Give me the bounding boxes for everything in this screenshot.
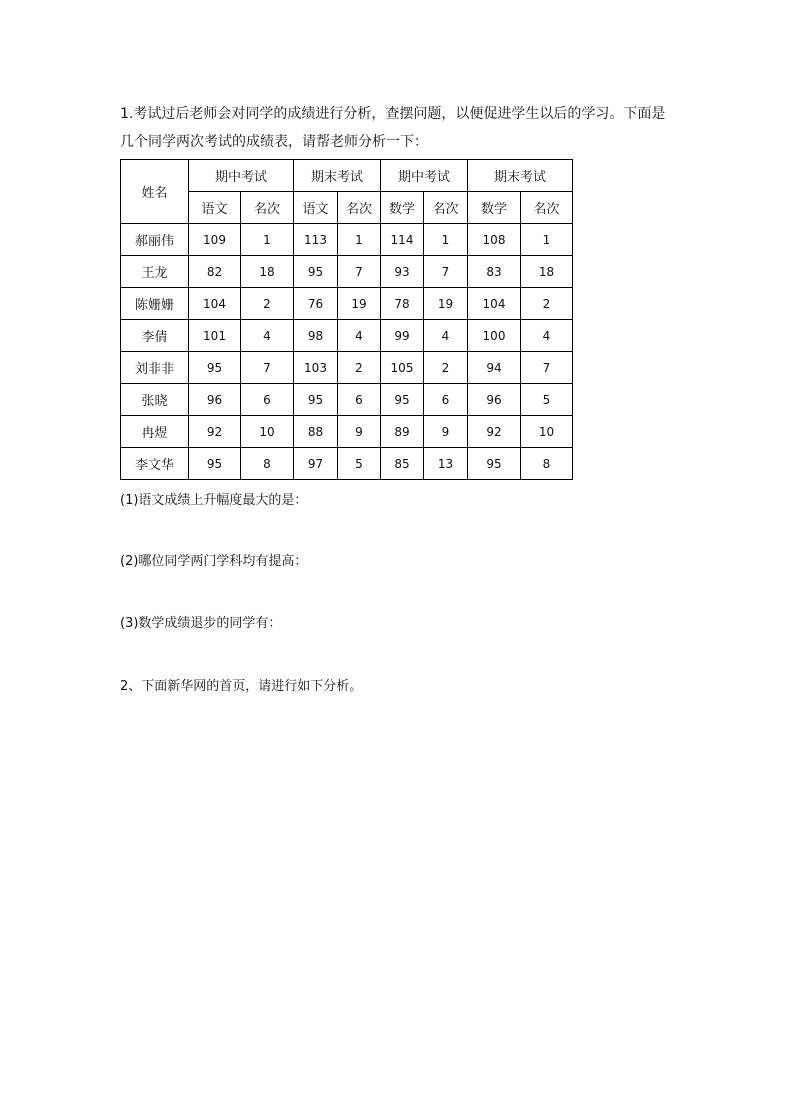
rank-header: 名次	[424, 192, 468, 224]
score-cell: 105	[381, 352, 424, 384]
table-row	[121, 288, 573, 320]
score-cell: 82	[189, 256, 241, 288]
score-cell: 99	[381, 320, 424, 352]
question-2: (2)哪位同学两门学科均有提高：	[120, 554, 308, 569]
score-cell: 76	[294, 288, 338, 320]
score-cell: 96	[468, 384, 521, 416]
rank-cell: 2	[338, 352, 381, 384]
student-name: 王龙	[121, 256, 189, 288]
score-cell: 103	[294, 352, 338, 384]
rank-cell: 9	[338, 416, 381, 448]
section-2-heading: 2、下面新华网的首页，请进行如下分析。	[120, 679, 363, 694]
rank-cell: 1	[424, 224, 468, 256]
table-row	[121, 352, 573, 384]
score-cell: 95	[381, 384, 424, 416]
score-cell: 109	[189, 224, 241, 256]
subject-header: 语文	[294, 192, 338, 224]
rank-cell: 2	[241, 288, 294, 320]
score-cell: 93	[381, 256, 424, 288]
student-name: 冉煜	[121, 416, 189, 448]
score-cell: 113	[294, 224, 338, 256]
subject-header: 数学	[381, 192, 424, 224]
intro-line-2: 几个同学两次考试的成绩表，请帮老师分析一下：	[120, 134, 428, 150]
score-cell: 92	[468, 416, 521, 448]
rank-cell: 6	[338, 384, 381, 416]
score-cell: 95	[294, 384, 338, 416]
score-table	[120, 159, 573, 480]
score-cell: 88	[294, 416, 338, 448]
rank-header: 名次	[241, 192, 294, 224]
rank-cell: 19	[424, 288, 468, 320]
name-column-header: 姓名	[121, 160, 189, 224]
rank-cell: 7	[241, 352, 294, 384]
score-cell: 83	[468, 256, 521, 288]
exam-header: 期末考试	[294, 160, 381, 192]
score-cell: 95	[294, 256, 338, 288]
student-name: 张晓	[121, 384, 189, 416]
rank-cell: 9	[424, 416, 468, 448]
score-rows	[121, 224, 573, 480]
score-cell: 101	[189, 320, 241, 352]
exam-header: 期中考试	[381, 160, 468, 192]
student-name: 李倩	[121, 320, 189, 352]
score-cell: 100	[468, 320, 521, 352]
score-cell: 104	[468, 288, 521, 320]
rank-cell: 4	[338, 320, 381, 352]
exam-header: 期中考试	[189, 160, 294, 192]
score-cell: 95	[189, 352, 241, 384]
rank-cell: 7	[424, 256, 468, 288]
rank-cell: 13	[424, 448, 468, 480]
rank-cell: 5	[338, 448, 381, 480]
subject-header: 语文	[189, 192, 241, 224]
rank-cell: 4	[521, 320, 573, 352]
rank-cell: 5	[521, 384, 573, 416]
rank-cell: 19	[338, 288, 381, 320]
rank-cell: 4	[241, 320, 294, 352]
question-3: (3)数学成绩退步的同学有：	[120, 616, 282, 631]
score-cell: 85	[381, 448, 424, 480]
rank-cell: 7	[338, 256, 381, 288]
table-row	[121, 256, 573, 288]
rank-header: 名次	[338, 192, 381, 224]
score-cell: 95	[468, 448, 521, 480]
rank-cell: 10	[521, 416, 573, 448]
table-row	[121, 224, 573, 256]
score-cell: 96	[189, 384, 241, 416]
rank-header: 名次	[521, 192, 573, 224]
intro-paragraph	[120, 100, 680, 156]
rank-cell: 10	[241, 416, 294, 448]
rank-cell: 8	[241, 448, 294, 480]
rank-cell: 6	[241, 384, 294, 416]
score-cell: 98	[294, 320, 338, 352]
score-cell: 97	[294, 448, 338, 480]
subject-header: 数学	[468, 192, 521, 224]
score-cell: 95	[189, 448, 241, 480]
rank-cell: 8	[521, 448, 573, 480]
rank-cell: 4	[424, 320, 468, 352]
score-cell: 89	[381, 416, 424, 448]
score-cell: 104	[189, 288, 241, 320]
rank-cell: 1	[241, 224, 294, 256]
rank-cell: 7	[521, 352, 573, 384]
score-cell: 114	[381, 224, 424, 256]
rank-cell: 2	[424, 352, 468, 384]
student-name: 郝丽伟	[121, 224, 189, 256]
table-row	[121, 320, 573, 352]
student-name: 陈姗姗	[121, 288, 189, 320]
table-row	[121, 384, 573, 416]
exam-header: 期末考试	[468, 160, 573, 192]
rank-cell: 1	[521, 224, 573, 256]
table-header-row	[121, 160, 573, 192]
question-1: (1)语文成绩上升幅度最大的是：	[120, 493, 308, 508]
rank-cell: 18	[521, 256, 573, 288]
rank-cell: 1	[338, 224, 381, 256]
rank-cell: 6	[424, 384, 468, 416]
table-subheader-row	[121, 192, 573, 224]
student-name: 刘非非	[121, 352, 189, 384]
score-cell: 94	[468, 352, 521, 384]
rank-cell: 2	[521, 288, 573, 320]
rank-cell: 18	[241, 256, 294, 288]
table-row	[121, 416, 573, 448]
score-cell: 78	[381, 288, 424, 320]
score-cell: 108	[468, 224, 521, 256]
table-row	[121, 448, 573, 480]
student-name: 李文华	[121, 448, 189, 480]
score-cell: 92	[189, 416, 241, 448]
intro-line-1: 1.考试过后老师会对同学的成绩进行分析，查摆问题，以便促进学生以后的学习。下面是	[120, 106, 666, 122]
